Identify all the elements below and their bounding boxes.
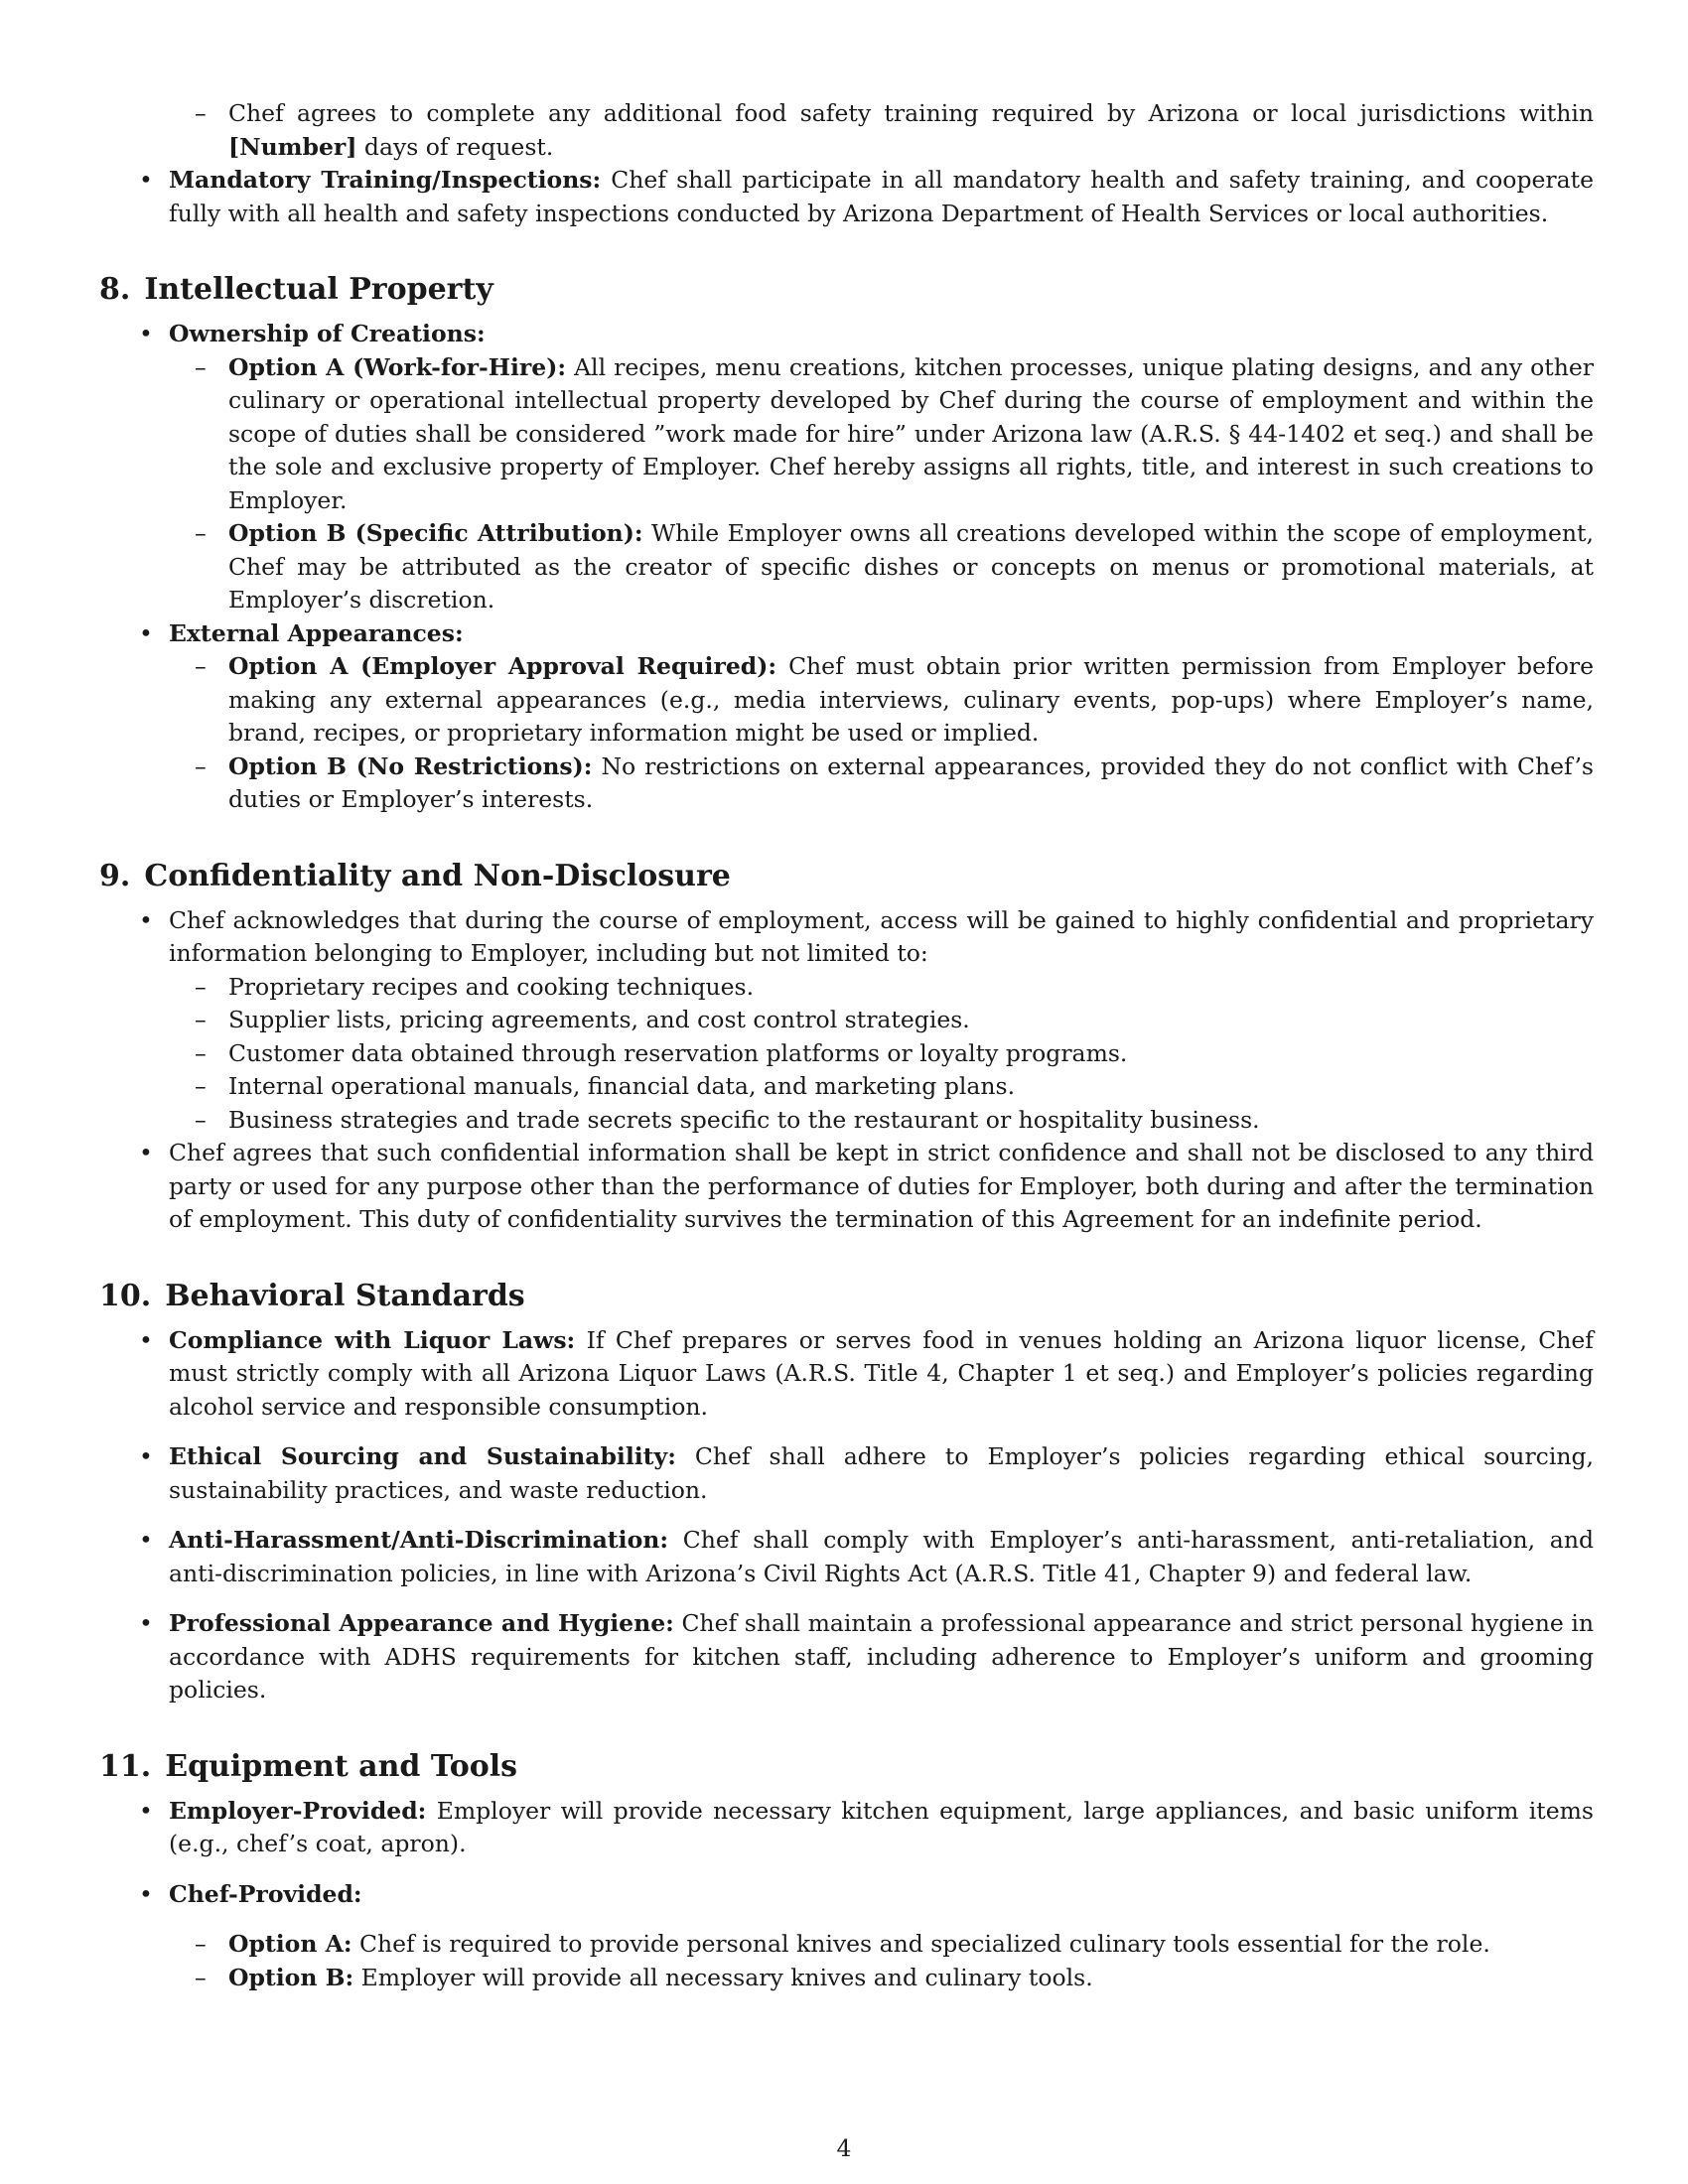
liquor-laws-bullet: • Compliance with Liquor Laws: If Chef prepares or serves food in venues holding an Arizona liquor license, Chef must strictly comply with all Arizona Liquor Laws (A.R.S. Title 4, Chapter 1 et seq.) and Employer’s policies regarding alcohol service and responsible consumption.	[139, 1325, 1594, 1421]
bullet-marker: •	[139, 1526, 153, 1554]
page-number: 4	[836, 2134, 852, 2162]
professional-appearance-bullet: • Professional Appearance and Hygiene: Chef shall maintain a professional appearance and strict personal hygiene in accordance with ADHS requirements for kitchen staff, including adherence to Employer’s uniform and grooming policies.	[139, 1609, 1594, 1704]
external-appearances-bullet: • External Appearances:	[99, 617, 1594, 651]
bullet-marker: •	[139, 618, 153, 647]
bullet-marker: •	[139, 1325, 153, 1354]
confidential-intro-bullet: • Chef acknowledges that during the course of employment, access will be gained to highly confidential and proprietary information belonging to Employer, including but not limited to:	[139, 905, 1594, 967]
list-item: – Internal operational manuals, financial data, and marketing plans.	[99, 1070, 1594, 1104]
mandatory-training-bullet: • Mandatory Training/Inspections: Chef shall participate in all mandatory health and safety training, and cooperate fully with all health and safety inspections conducted by Arizona Department of Health Services or local authorities.	[139, 166, 1594, 227]
list-item: – Proprietary recipes and cooking techniques.	[99, 971, 1594, 1005]
external-option-a: – Option A (Employer Approval Required): Chef must obtain prior written permission from Employer before making any external appearances (e.g., media interviews, culinary events, pop-ups) where Employer’s name, brand, recipes, or proprietary information might be used or implied.	[195, 652, 1594, 747]
dash-marker: –	[195, 1038, 207, 1067]
section-11-heading: 11. Equipment and Tools	[99, 1748, 518, 1784]
dash-marker: –	[195, 652, 207, 680]
external-option-b: – Option B (No Restrictions): No restrictions on external appearances, provided they do not conflict with Chef’s duties or Employer’s interests.	[195, 751, 1594, 813]
tools-option-b: – Option B: Employer will provide all necessary knives and culinary tools.	[99, 1962, 1594, 1995]
training-subitem: – Chef agrees to complete any additional food safety training required by Arizona or local jurisdictions within [Number] days of request.	[195, 99, 1594, 161]
dash-marker: –	[195, 1105, 207, 1134]
list-item: – Customer data obtained through reservation platforms or loyalty programs.	[99, 1037, 1594, 1071]
dash-marker: –	[195, 1930, 207, 1958]
section-9-heading: 9. Confidentiality and Non-Disclosure	[99, 858, 731, 893]
dash-marker: –	[195, 1963, 207, 1991]
bullet-marker: •	[139, 320, 153, 347]
confidential-agreement-bullet: • Chef agrees that such confidential information shall be kept in strict confidence and shall not be disclosed to any third party or used for any purpose other than the performance of duties for Employer, both during and after the termination of employment. This duty of confidentiality survives the termination of this Agreement for an indefinite period.	[139, 1139, 1594, 1233]
bullet-marker: •	[139, 1879, 153, 1908]
ownership-option-b: – Option B (Specific Attribution): While Employer owns all creations developed within the scope of employment, Chef may be attributed as the creator of specific dishes or concepts on menus or promotional materials, at Employer’s discretion.	[195, 519, 1594, 614]
document-page	[99, 97, 1594, 1994]
employer-provided-bullet: • Employer-Provided: Employer will provide necessary kitchen equipment, large appliances, and basic uniform items (e.g., chef’s coat, apron).	[139, 1796, 1594, 1857]
dash-marker: –	[195, 99, 207, 127]
dash-marker: –	[195, 1006, 207, 1033]
bullet-marker: •	[139, 1609, 153, 1637]
list-item: – Supplier lists, pricing agreements, and cost control strategies.	[99, 1004, 1594, 1037]
chef-provided-bullet: • Chef-Provided:	[99, 1878, 1594, 1912]
ownership-option-a: – Option A (Work-for-Hire): All recipes, menu creations, kitchen processes, unique plating designs, and any other culinary or operational intellectual property developed by Chef during the course of employment and within the scope of duties shall be considered ”work made for hire” under Arizona law (A.R.S. § 44-1402 et seq.) and shall be the sole and exclusive property of Employer. Chef hereby assigns all rights, title, and interest in such creations to Employer.	[195, 352, 1594, 514]
bullet-marker: •	[139, 1442, 153, 1470]
bullet-marker: •	[139, 905, 153, 934]
dash-marker: –	[195, 972, 207, 1001]
section-10-heading: 10. Behavioral Standards	[99, 1278, 525, 1313]
anti-harassment-bullet: • Anti-Harassment/Anti-Discrimination: Chef shall comply with Employer’s anti-harassment, anti-retaliation, and anti-discrimination policies, in line with Arizona’s Civil Rights Act (A.R.S. Title 41, Chapter 9) and federal law.	[139, 1526, 1594, 1587]
number-placeholder: [Number]	[228, 132, 357, 161]
ownership-bullet: • Ownership of Creations:	[99, 318, 1594, 351]
dash-marker: –	[195, 519, 207, 547]
dash-marker: –	[195, 352, 207, 381]
bullet-marker: •	[139, 1139, 153, 1166]
section-8-heading: 8. Intellectual Property	[99, 272, 493, 307]
list-item: – Business strategies and trade secrets specific to the restaurant or hospitality business.	[99, 1104, 1594, 1138]
bullet-marker: •	[139, 1796, 153, 1825]
dash-marker: –	[195, 1072, 207, 1100]
dash-marker: –	[195, 751, 207, 780]
bullet-marker: •	[139, 166, 153, 194]
ethical-sourcing-bullet: • Ethical Sourcing and Sustainability: Chef shall adhere to Employer’s policies regarding ethical sourcing, sustainability practices, and waste reduction.	[139, 1442, 1595, 1504]
tools-option-a: – Option A: Chef is required to provide personal knives and specialized culinary tools essential for the role.	[99, 1928, 1594, 1962]
